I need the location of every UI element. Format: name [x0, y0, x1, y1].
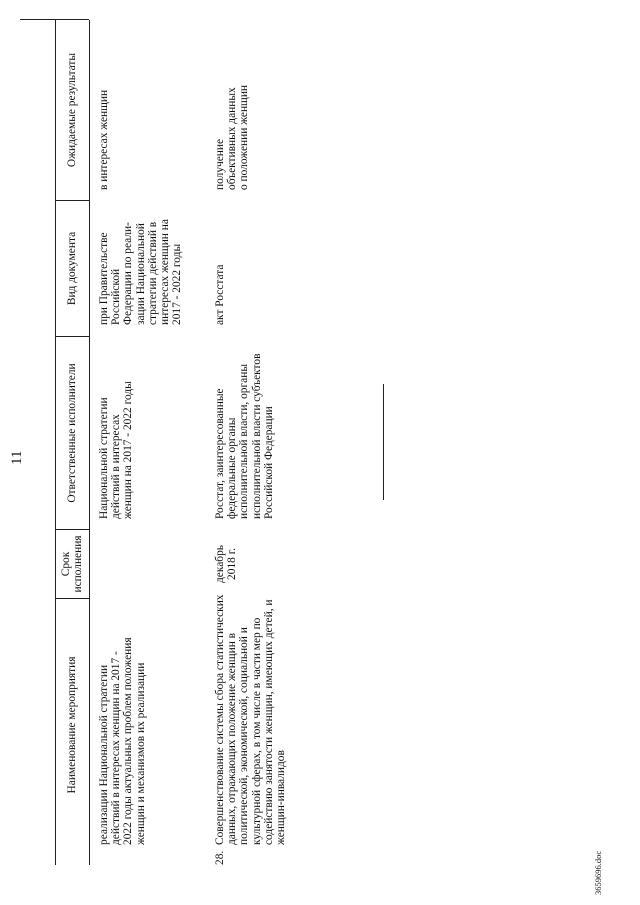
header-name: Наименование мероприятия [66, 656, 78, 794]
header-executors: Ответственные исполнители [66, 363, 78, 503]
table-top-border [55, 20, 56, 865]
row2-doc-type: акт Росстата [214, 264, 226, 325]
col-divider-1 [55, 598, 89, 599]
header-results: Ожидаемые результаты [66, 52, 78, 168]
table-right-border [20, 19, 89, 20]
row1-results: в интересах женщин [98, 89, 110, 190]
row2-number: 28. [214, 850, 226, 865]
header-doc-type: Вид документа [66, 231, 78, 306]
end-separator-line [383, 384, 384, 500]
header-deadline: Срок исполнения [60, 535, 84, 593]
row1-doc-type: при Правительстве Российской Федерации по реали- зации Национальной стратегии действий в интересах женщин на 2017 - 2022 годы [98, 219, 184, 325]
row2-executors: Росстат, заинтересованные федеральные органы исполнительной власти, органы исполнительной власти субъектов Российской Федерации [214, 353, 275, 519]
page-number: 11 [9, 450, 25, 465]
row1-name: реализации Национальной стратегии действий в интересах женщин на 2017 - 2022 годы актуальных проблем положения женщин и механизмов их реализации [98, 637, 147, 845]
document-id: 3659696.doc [593, 850, 603, 895]
row1-executors: Национальной стратегии действий в интересах женщин на 2017 - 2022 годы [98, 381, 135, 519]
row2-results: получение объективных данных о положении женщин [214, 84, 251, 190]
table-header-bottom-border [89, 20, 90, 865]
row2-name: Совершенствование системы сбора статистических данных, отражающих положение женщин в политической, экономической, социальной и культурной сферах, в том числе в части мер по содействию занятости женщин, имеющих детей, и женщин-инвалидов [214, 594, 288, 845]
row2-deadline: декабрь 2018 г. [214, 545, 239, 583]
